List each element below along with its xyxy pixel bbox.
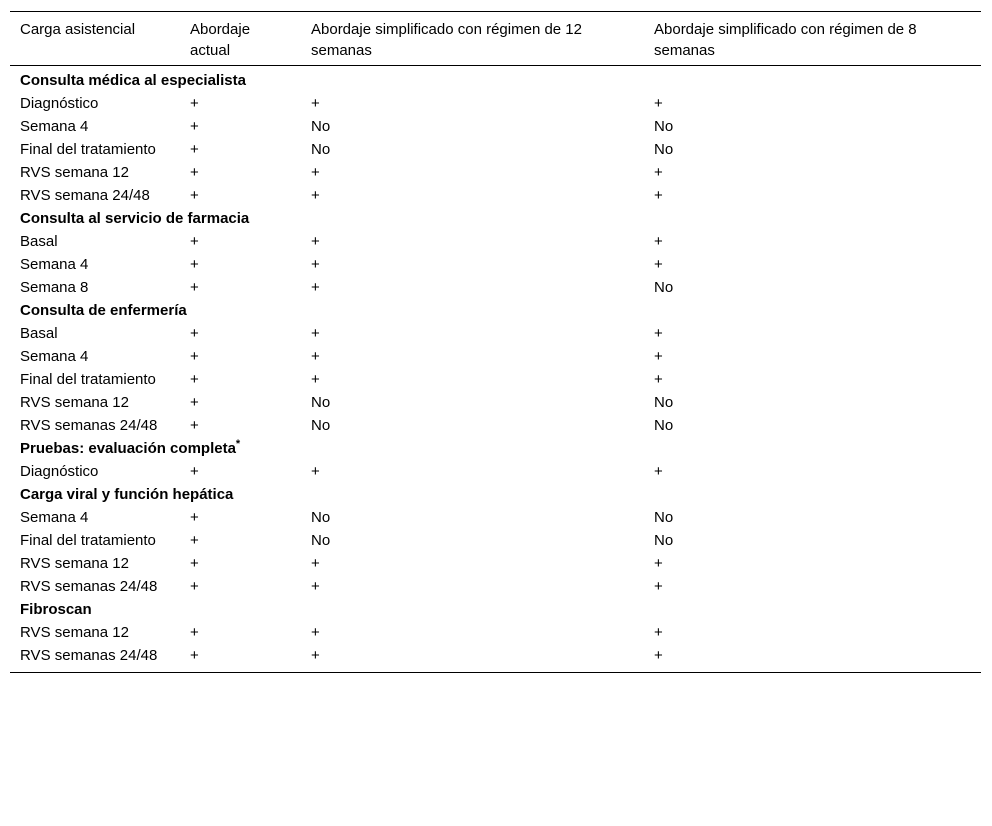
- table-row: [10, 162, 981, 185]
- cell-current-approach: +: [190, 233, 199, 250]
- cell-current-approach: +: [190, 279, 199, 296]
- cell-simplified-12-weeks: +: [311, 463, 320, 480]
- cell-simplified-8-weeks: +: [654, 463, 663, 480]
- header-row: [10, 12, 981, 66]
- table-row: [10, 507, 981, 530]
- cell-current-approach: +: [190, 532, 199, 549]
- cell-simplified-12-weeks: No: [311, 532, 331, 549]
- cell-care-item: RVS semanas 24/48: [20, 647, 158, 664]
- cell-simplified-8-weeks: +: [654, 371, 663, 388]
- cell-simplified-12-weeks: +: [311, 624, 320, 641]
- cell-care-item: Semana 4: [20, 118, 89, 135]
- header-simplified-8-weeks: Abordaje simplificado con régimen de 8 semanas: [644, 12, 981, 66]
- cell-simplified-8-weeks: No: [654, 509, 674, 526]
- cell-current-approach: +: [190, 95, 199, 112]
- table-row: [10, 185, 981, 208]
- cell-simplified-8-weeks: +: [654, 624, 663, 641]
- cell-simplified-12-weeks: +: [311, 187, 320, 204]
- table-row: [10, 116, 981, 139]
- cell-simplified-12-weeks: +: [311, 325, 320, 342]
- cell-simplified-12-weeks: No: [311, 417, 331, 434]
- cell-simplified-8-weeks: +: [654, 233, 663, 250]
- table-row: [10, 369, 981, 392]
- cell-care-item: RVS semana 24/48: [20, 187, 150, 204]
- cell-current-approach: +: [190, 256, 199, 273]
- table-row: [10, 277, 981, 300]
- cell-simplified-12-weeks: No: [311, 141, 331, 158]
- cell-simplified-8-weeks: +: [654, 256, 663, 273]
- section-row: [10, 484, 981, 507]
- section-label: Carga viral y función hepática: [20, 486, 234, 503]
- section-title: [10, 484, 981, 507]
- cell-current-approach: +: [190, 141, 199, 158]
- cell-simplified-12-weeks: +: [311, 279, 320, 296]
- table-row: [10, 346, 981, 369]
- table-row: [10, 93, 981, 116]
- cell-simplified-12-weeks: +: [311, 371, 320, 388]
- cell-simplified-8-weeks: No: [654, 118, 674, 135]
- cell-simplified-12-weeks: +: [311, 233, 320, 250]
- table-row: [10, 323, 981, 346]
- table-row: [10, 530, 981, 553]
- table-row: [10, 553, 981, 576]
- cell-simplified-8-weeks: +: [654, 578, 663, 595]
- cell-simplified-12-weeks: No: [311, 118, 331, 135]
- cell-simplified-12-weeks: +: [311, 647, 320, 664]
- section-row: [10, 438, 981, 461]
- cell-simplified-8-weeks: No: [654, 141, 674, 158]
- cell-care-item: RVS semanas 24/48: [20, 417, 158, 434]
- cell-simplified-8-weeks: +: [654, 647, 663, 664]
- section-label: Consulta al servicio de farmacia: [20, 210, 250, 227]
- cell-current-approach: +: [190, 578, 199, 595]
- cell-care-item: RVS semana 12: [20, 624, 129, 641]
- header-current-approach: Abordaje actual: [180, 12, 301, 66]
- cell-simplified-12-weeks: +: [311, 256, 320, 273]
- cell-current-approach: +: [190, 509, 199, 526]
- cell-care-item: Semana 4: [20, 509, 89, 526]
- header-care-burden: Carga asistencial: [10, 12, 180, 66]
- cell-care-item: RVS semana 12: [20, 164, 129, 181]
- cell-current-approach: +: [190, 164, 199, 181]
- table-row: [10, 622, 981, 645]
- cell-current-approach: +: [190, 348, 199, 365]
- cell-care-item: Semana 4: [20, 256, 89, 273]
- section-label: Consulta de enfermería: [20, 302, 187, 319]
- cell-care-item: Final del tratamiento: [20, 371, 156, 388]
- cell-simplified-8-weeks: +: [654, 95, 663, 112]
- table-row: [10, 231, 981, 254]
- section-label: Pruebas: evaluación completa: [20, 440, 236, 457]
- cell-simplified-8-weeks: +: [654, 348, 663, 365]
- cell-current-approach: +: [190, 187, 199, 204]
- cell-simplified-8-weeks: +: [654, 164, 663, 181]
- cell-care-item: Diagnóstico: [20, 95, 99, 112]
- care-burden-table: [10, 12, 981, 672]
- cell-care-item: Basal: [20, 325, 58, 342]
- cell-simplified-12-weeks: +: [311, 95, 320, 112]
- section-label: Fibroscan: [20, 601, 92, 618]
- cell-simplified-8-weeks: No: [654, 394, 674, 411]
- section-title: [10, 66, 981, 94]
- table-row: [10, 576, 981, 599]
- cell-simplified-8-weeks: +: [654, 187, 663, 204]
- cell-simplified-12-weeks: No: [311, 394, 331, 411]
- cell-simplified-8-weeks: +: [654, 555, 663, 572]
- section-title: [10, 208, 981, 231]
- cell-current-approach: +: [190, 624, 199, 641]
- cell-simplified-8-weeks: No: [654, 279, 674, 296]
- table-body: [10, 66, 981, 673]
- cell-simplified-12-weeks: +: [311, 578, 320, 595]
- cell-care-item: RVS semanas 24/48: [20, 578, 158, 595]
- cell-care-item: Final del tratamiento: [20, 141, 156, 158]
- table-row: [10, 461, 981, 484]
- cell-simplified-12-weeks: +: [311, 348, 320, 365]
- table-row: [10, 139, 981, 162]
- cell-current-approach: +: [190, 325, 199, 342]
- cell-simplified-8-weeks: No: [654, 417, 674, 434]
- cell-care-item: RVS semana 12: [20, 394, 129, 411]
- cell-current-approach: +: [190, 647, 199, 664]
- footnote-marker: *: [235, 438, 241, 450]
- cell-simplified-12-weeks: +: [311, 164, 320, 181]
- section-row: [10, 66, 981, 94]
- section-row: [10, 208, 981, 231]
- cell-current-approach: +: [190, 371, 199, 388]
- cell-care-item: Final del tratamiento: [20, 532, 156, 549]
- cell-care-item: Semana 4: [20, 348, 89, 365]
- section-title: [10, 438, 981, 461]
- section-row: [10, 300, 981, 323]
- table-row: [10, 645, 981, 672]
- section-title: [10, 599, 981, 622]
- cell-simplified-8-weeks: No: [654, 532, 674, 549]
- cell-simplified-8-weeks: +: [654, 325, 663, 342]
- care-burden-table-container: [10, 11, 981, 673]
- section-row: [10, 599, 981, 622]
- table-row: [10, 254, 981, 277]
- cell-current-approach: +: [190, 118, 199, 135]
- table-row: [10, 415, 981, 438]
- cell-care-item: RVS semana 12: [20, 555, 129, 572]
- cell-simplified-12-weeks: No: [311, 509, 331, 526]
- section-title: [10, 300, 981, 323]
- cell-current-approach: +: [190, 394, 199, 411]
- cell-simplified-12-weeks: +: [311, 555, 320, 572]
- cell-current-approach: +: [190, 417, 199, 434]
- table-row: [10, 392, 981, 415]
- header-simplified-12-weeks: Abordaje simplificado con régimen de 12 semanas: [301, 12, 644, 66]
- cell-current-approach: +: [190, 463, 199, 480]
- cell-care-item: Basal: [20, 233, 58, 250]
- cell-current-approach: +: [190, 555, 199, 572]
- cell-care-item: Diagnóstico: [20, 463, 99, 480]
- section-label: Consulta médica al especialista: [20, 72, 246, 89]
- cell-care-item: Semana 8: [20, 279, 89, 296]
